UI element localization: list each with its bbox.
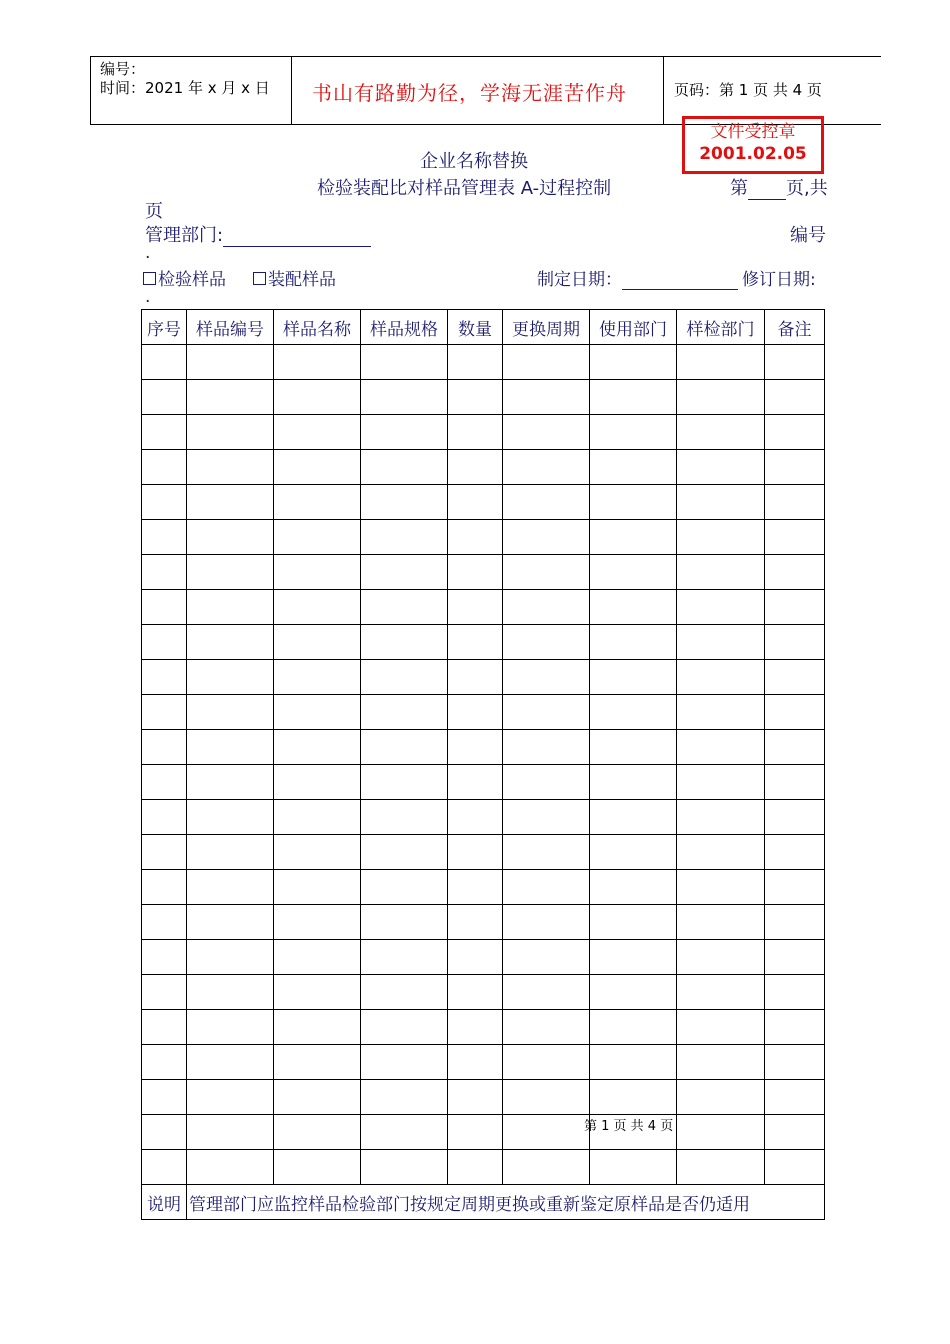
table-cell[interactable] bbox=[448, 975, 503, 1010]
table-cell[interactable] bbox=[187, 975, 274, 1010]
page-suffix: 页 bbox=[145, 201, 163, 222]
table-cell[interactable] bbox=[142, 380, 187, 415]
table-cell[interactable] bbox=[677, 870, 765, 905]
table-cell[interactable] bbox=[274, 765, 361, 800]
table-cell[interactable] bbox=[448, 520, 503, 555]
table-cell[interactable] bbox=[274, 835, 361, 870]
table-cell[interactable] bbox=[187, 1045, 274, 1080]
table-cell[interactable] bbox=[448, 555, 503, 590]
header-top-border bbox=[90, 56, 881, 57]
table-cell[interactable] bbox=[361, 625, 448, 660]
page-count-line bbox=[730, 174, 828, 200]
table-row bbox=[142, 1150, 825, 1185]
header-index: 序号 bbox=[142, 310, 187, 345]
made-date-field bbox=[537, 265, 738, 290]
table-cell[interactable] bbox=[274, 1150, 361, 1185]
header-quantity: 数量 bbox=[448, 310, 503, 345]
dept-label: 管理部门: bbox=[145, 225, 224, 246]
table-cell[interactable] bbox=[187, 625, 274, 660]
table-cell[interactable] bbox=[590, 415, 677, 450]
table-cell[interactable] bbox=[274, 975, 361, 1010]
table-cell[interactable] bbox=[187, 765, 274, 800]
table-cell[interactable] bbox=[590, 380, 677, 415]
dept-field bbox=[145, 221, 371, 247]
table-row bbox=[142, 1115, 825, 1150]
table-cell[interactable] bbox=[274, 940, 361, 975]
table-cell[interactable] bbox=[677, 1115, 765, 1150]
table-cell[interactable] bbox=[765, 555, 825, 590]
table-cell[interactable] bbox=[448, 345, 503, 380]
table-cell[interactable] bbox=[503, 345, 590, 380]
table-cell[interactable] bbox=[503, 450, 590, 485]
table-cell[interactable] bbox=[187, 730, 274, 765]
table-cell[interactable] bbox=[503, 800, 590, 835]
table-cell[interactable] bbox=[765, 590, 825, 625]
revise-date-label: 修订日期: bbox=[742, 270, 816, 290]
table-cell[interactable] bbox=[590, 345, 677, 380]
table-row bbox=[142, 765, 825, 800]
table-cell[interactable] bbox=[187, 555, 274, 590]
table-cell[interactable] bbox=[503, 870, 590, 905]
table-cell[interactable] bbox=[142, 1115, 187, 1150]
dept-blank bbox=[223, 228, 371, 247]
table-cell[interactable] bbox=[187, 415, 274, 450]
table-cell[interactable] bbox=[590, 975, 677, 1010]
table-cell[interactable] bbox=[361, 590, 448, 625]
table-cell[interactable] bbox=[142, 975, 187, 1010]
table-cell[interactable] bbox=[677, 695, 765, 730]
table-cell[interactable] bbox=[274, 1115, 361, 1150]
table-cell[interactable] bbox=[590, 1010, 677, 1045]
table-cell[interactable] bbox=[187, 485, 274, 520]
table-cell[interactable] bbox=[448, 380, 503, 415]
table-cell[interactable] bbox=[590, 485, 677, 520]
table-cell[interactable] bbox=[187, 1080, 274, 1115]
table-cell[interactable] bbox=[142, 485, 187, 520]
table-cell[interactable] bbox=[142, 765, 187, 800]
table-cell[interactable] bbox=[765, 520, 825, 555]
table-row bbox=[142, 800, 825, 835]
page-prefix: 第 bbox=[730, 178, 748, 199]
table-row bbox=[142, 730, 825, 765]
table-cell[interactable] bbox=[142, 520, 187, 555]
checkbox-inspect-sample[interactable] bbox=[143, 265, 226, 290]
checkbox-assembly-sample[interactable] bbox=[253, 265, 336, 290]
sample-table bbox=[141, 309, 825, 1220]
table-cell[interactable] bbox=[142, 345, 187, 380]
table-cell[interactable] bbox=[274, 590, 361, 625]
table-cell[interactable] bbox=[187, 345, 274, 380]
table-cell[interactable] bbox=[142, 415, 187, 450]
table-cell[interactable] bbox=[677, 590, 765, 625]
table-cell[interactable] bbox=[274, 800, 361, 835]
control-stamp bbox=[682, 116, 824, 174]
table-cell[interactable] bbox=[448, 660, 503, 695]
table-cell[interactable] bbox=[590, 1150, 677, 1185]
table-row bbox=[142, 835, 825, 870]
table-cell[interactable] bbox=[677, 415, 765, 450]
table-cell[interactable] bbox=[448, 905, 503, 940]
table-cell[interactable] bbox=[765, 835, 825, 870]
motto: 书山有路勤为径，学海无涯苦作舟 bbox=[312, 81, 627, 105]
table-cell[interactable] bbox=[187, 590, 274, 625]
table-cell[interactable] bbox=[274, 625, 361, 660]
table-cell[interactable] bbox=[187, 870, 274, 905]
table-cell[interactable] bbox=[765, 940, 825, 975]
table-cell[interactable] bbox=[361, 940, 448, 975]
table-cell[interactable] bbox=[590, 905, 677, 940]
table-cell[interactable] bbox=[142, 870, 187, 905]
table-cell[interactable] bbox=[765, 1115, 825, 1150]
table-row bbox=[142, 905, 825, 940]
checkbox-assembly-label: 装配样品 bbox=[268, 270, 336, 290]
table-header-row bbox=[142, 310, 825, 345]
table-cell[interactable] bbox=[677, 1150, 765, 1185]
table-cell[interactable] bbox=[187, 695, 274, 730]
table-cell[interactable] bbox=[448, 625, 503, 660]
table-cell[interactable] bbox=[361, 380, 448, 415]
table-cell[interactable] bbox=[274, 1045, 361, 1080]
table-cell[interactable] bbox=[503, 590, 590, 625]
table-cell[interactable] bbox=[765, 625, 825, 660]
table-cell[interactable] bbox=[361, 905, 448, 940]
table-cell[interactable] bbox=[503, 520, 590, 555]
table-cell[interactable] bbox=[361, 800, 448, 835]
table-row bbox=[142, 695, 825, 730]
table-row bbox=[142, 450, 825, 485]
table-cell[interactable] bbox=[361, 1115, 448, 1150]
table-cell[interactable] bbox=[590, 1080, 677, 1115]
table-row bbox=[142, 415, 825, 450]
table-cell[interactable] bbox=[448, 485, 503, 520]
table-cell[interactable] bbox=[274, 870, 361, 905]
table-cell[interactable] bbox=[590, 730, 677, 765]
table-cell[interactable] bbox=[590, 590, 677, 625]
table-cell[interactable] bbox=[677, 345, 765, 380]
table-cell[interactable] bbox=[503, 1045, 590, 1080]
table-cell[interactable] bbox=[448, 940, 503, 975]
table-cell[interactable] bbox=[142, 905, 187, 940]
table-cell[interactable] bbox=[448, 1045, 503, 1080]
header-sample-spec: 样品规格 bbox=[361, 310, 448, 345]
table-cell[interactable] bbox=[503, 835, 590, 870]
table-cell[interactable] bbox=[503, 1010, 590, 1045]
table-cell[interactable] bbox=[448, 1150, 503, 1185]
checkbox-inspect-label: 检验样品 bbox=[158, 270, 226, 290]
table-cell[interactable] bbox=[765, 485, 825, 520]
table-cell[interactable] bbox=[187, 380, 274, 415]
table-cell[interactable] bbox=[448, 1115, 503, 1150]
header-replace-cycle: 更换周期 bbox=[503, 310, 590, 345]
table-cell[interactable] bbox=[503, 625, 590, 660]
table-cell[interactable] bbox=[361, 1045, 448, 1080]
table-cell[interactable] bbox=[590, 555, 677, 590]
table-row bbox=[142, 555, 825, 590]
page-footer: 第 1 页 共 4 页 bbox=[584, 1119, 674, 1134]
table-cell[interactable] bbox=[361, 835, 448, 870]
table-cell[interactable] bbox=[677, 1010, 765, 1045]
table-cell[interactable] bbox=[677, 800, 765, 835]
table-cell[interactable] bbox=[590, 625, 677, 660]
table-cell[interactable] bbox=[187, 905, 274, 940]
table-cell[interactable] bbox=[448, 1010, 503, 1045]
table-cell[interactable] bbox=[448, 870, 503, 905]
form-title: 检验装配比对样品管理表 A-过程控制 bbox=[317, 178, 612, 199]
checkbox-icon bbox=[253, 272, 266, 285]
table-row bbox=[142, 485, 825, 520]
dot-1: . bbox=[145, 243, 151, 263]
table-cell[interactable] bbox=[503, 695, 590, 730]
table-cell[interactable] bbox=[590, 835, 677, 870]
table-cell[interactable] bbox=[765, 730, 825, 765]
header-left-border bbox=[90, 56, 91, 125]
table-row bbox=[142, 1080, 825, 1115]
table-cell[interactable] bbox=[274, 1080, 361, 1115]
table-cell[interactable] bbox=[187, 940, 274, 975]
table-cell[interactable] bbox=[677, 625, 765, 660]
table-cell[interactable] bbox=[187, 1115, 274, 1150]
table-cell[interactable] bbox=[677, 485, 765, 520]
table-cell[interactable] bbox=[274, 905, 361, 940]
table-cell[interactable] bbox=[677, 520, 765, 555]
table-cell[interactable] bbox=[274, 1010, 361, 1045]
table-cell[interactable] bbox=[361, 870, 448, 905]
table-cell[interactable] bbox=[274, 485, 361, 520]
table-cell[interactable] bbox=[590, 695, 677, 730]
table-cell[interactable] bbox=[361, 1150, 448, 1185]
table-cell[interactable] bbox=[765, 1080, 825, 1115]
table-cell[interactable] bbox=[590, 765, 677, 800]
table-cell[interactable] bbox=[274, 695, 361, 730]
table-row bbox=[142, 940, 825, 975]
table-footer-row bbox=[142, 1185, 825, 1220]
table-cell[interactable] bbox=[590, 1045, 677, 1080]
table-cell[interactable] bbox=[448, 730, 503, 765]
doc-number-label: 编号： bbox=[100, 60, 146, 78]
table-cell[interactable] bbox=[142, 835, 187, 870]
table-cell[interactable] bbox=[765, 1045, 825, 1080]
made-date-blank bbox=[622, 271, 738, 290]
table-cell[interactable] bbox=[361, 660, 448, 695]
table-row bbox=[142, 520, 825, 555]
table-row bbox=[142, 380, 825, 415]
table-cell[interactable] bbox=[448, 415, 503, 450]
table-cell[interactable] bbox=[361, 765, 448, 800]
table-cell[interactable] bbox=[274, 380, 361, 415]
table-cell[interactable] bbox=[503, 1080, 590, 1115]
stamp-line-2: 2001.02.05 bbox=[699, 144, 807, 164]
table-cell[interactable] bbox=[765, 695, 825, 730]
table-cell[interactable] bbox=[361, 415, 448, 450]
company-name: 企业名称替换 bbox=[420, 151, 528, 172]
table-cell[interactable] bbox=[503, 485, 590, 520]
table-cell[interactable] bbox=[361, 1080, 448, 1115]
table-cell[interactable] bbox=[361, 695, 448, 730]
table-cell[interactable] bbox=[765, 380, 825, 415]
table-cell[interactable] bbox=[677, 660, 765, 695]
table-cell[interactable] bbox=[274, 730, 361, 765]
table-cell[interactable] bbox=[677, 940, 765, 975]
table-cell[interactable] bbox=[503, 975, 590, 1010]
table-cell[interactable] bbox=[503, 380, 590, 415]
table-cell[interactable] bbox=[187, 1150, 274, 1185]
date-label: 时间：2021 年 x 月 x 日 bbox=[100, 79, 270, 97]
table-cell[interactable] bbox=[187, 660, 274, 695]
table-cell[interactable] bbox=[503, 555, 590, 590]
table-cell[interactable] bbox=[590, 520, 677, 555]
table-cell[interactable] bbox=[448, 800, 503, 835]
table-cell[interactable] bbox=[765, 415, 825, 450]
table-cell[interactable] bbox=[187, 520, 274, 555]
table-row bbox=[142, 975, 825, 1010]
table-cell[interactable] bbox=[448, 765, 503, 800]
header-remarks: 备注 bbox=[765, 310, 825, 345]
header-inspect-dept: 样检部门 bbox=[677, 310, 765, 345]
header-sample-name: 样品名称 bbox=[274, 310, 361, 345]
table-cell[interactable] bbox=[677, 730, 765, 765]
table-cell[interactable] bbox=[765, 800, 825, 835]
table-cell[interactable] bbox=[677, 380, 765, 415]
table-cell[interactable] bbox=[765, 1010, 825, 1045]
table-cell[interactable] bbox=[503, 765, 590, 800]
table-cell[interactable] bbox=[677, 555, 765, 590]
page-info: 页码：第 1 页 共 4 页 bbox=[674, 81, 822, 99]
made-date-label: 制定日期： bbox=[537, 270, 622, 290]
table-cell[interactable] bbox=[142, 590, 187, 625]
table-cell[interactable] bbox=[142, 660, 187, 695]
table-cell[interactable] bbox=[361, 450, 448, 485]
dot-2: . bbox=[145, 287, 151, 307]
footer-label: 说明 bbox=[142, 1185, 187, 1220]
table-row bbox=[142, 345, 825, 380]
table-cell[interactable] bbox=[361, 1010, 448, 1045]
table-cell[interactable] bbox=[142, 450, 187, 485]
table-cell[interactable] bbox=[765, 450, 825, 485]
table-cell[interactable] bbox=[142, 625, 187, 660]
table-cell[interactable] bbox=[765, 870, 825, 905]
table-cell[interactable] bbox=[274, 520, 361, 555]
table-cell[interactable] bbox=[142, 1010, 187, 1045]
table-cell[interactable] bbox=[590, 450, 677, 485]
table-cell[interactable] bbox=[187, 800, 274, 835]
table-cell[interactable] bbox=[448, 835, 503, 870]
table-cell[interactable] bbox=[765, 905, 825, 940]
table-cell[interactable] bbox=[677, 835, 765, 870]
table-cell[interactable] bbox=[361, 520, 448, 555]
table-cell[interactable] bbox=[503, 415, 590, 450]
table-cell[interactable] bbox=[503, 1115, 590, 1150]
table-row bbox=[142, 625, 825, 660]
table-cell[interactable] bbox=[274, 415, 361, 450]
table-cell[interactable] bbox=[448, 590, 503, 625]
table-cell[interactable] bbox=[142, 800, 187, 835]
table-cell[interactable] bbox=[448, 450, 503, 485]
table-cell[interactable] bbox=[274, 345, 361, 380]
table-cell[interactable] bbox=[503, 660, 590, 695]
table-cell[interactable] bbox=[503, 730, 590, 765]
table-cell[interactable] bbox=[765, 1150, 825, 1185]
table-cell[interactable] bbox=[765, 975, 825, 1010]
table-cell[interactable] bbox=[448, 695, 503, 730]
header-divider-2 bbox=[663, 56, 664, 125]
table-cell[interactable] bbox=[187, 450, 274, 485]
page-blank bbox=[748, 181, 786, 200]
number-label: 编号 bbox=[790, 225, 826, 246]
table-cell[interactable] bbox=[677, 975, 765, 1010]
table-cell[interactable] bbox=[677, 1080, 765, 1115]
table-row bbox=[142, 590, 825, 625]
table-cell[interactable] bbox=[361, 555, 448, 590]
table-cell[interactable] bbox=[142, 555, 187, 590]
table-cell[interactable] bbox=[677, 450, 765, 485]
table-cell[interactable] bbox=[448, 1080, 503, 1115]
table-cell[interactable] bbox=[503, 905, 590, 940]
table-cell[interactable] bbox=[142, 940, 187, 975]
table-row bbox=[142, 1045, 825, 1080]
header-divider-1 bbox=[291, 56, 292, 125]
table-cell[interactable] bbox=[274, 555, 361, 590]
table-cell[interactable] bbox=[361, 730, 448, 765]
table-cell[interactable] bbox=[677, 905, 765, 940]
table-cell[interactable] bbox=[765, 660, 825, 695]
table-cell[interactable] bbox=[503, 940, 590, 975]
page-mid: 页,共 bbox=[786, 178, 828, 199]
header-using-dept: 使用部门 bbox=[590, 310, 677, 345]
table-cell[interactable] bbox=[590, 940, 677, 975]
table-cell[interactable] bbox=[590, 800, 677, 835]
checkbox-icon bbox=[143, 272, 156, 285]
table-cell[interactable] bbox=[274, 450, 361, 485]
table-row bbox=[142, 870, 825, 905]
footer-note: 管理部门应监控样品检验部门按规定周期更换或重新鉴定原样品是否仍适用 bbox=[187, 1185, 825, 1220]
table-cell[interactable] bbox=[142, 1080, 187, 1115]
table-cell[interactable] bbox=[361, 485, 448, 520]
table-row bbox=[142, 660, 825, 695]
table-cell[interactable] bbox=[187, 835, 274, 870]
table-cell[interactable] bbox=[142, 695, 187, 730]
table-cell[interactable] bbox=[187, 1010, 274, 1045]
table-cell[interactable] bbox=[765, 765, 825, 800]
stamp-line-1: 文件受控章 bbox=[710, 122, 796, 142]
table-cell[interactable] bbox=[274, 660, 361, 695]
header-sample-no: 样品编号 bbox=[187, 310, 274, 345]
table-cell[interactable] bbox=[677, 765, 765, 800]
table-cell[interactable] bbox=[590, 870, 677, 905]
table-cell[interactable] bbox=[361, 975, 448, 1010]
table-cell[interactable] bbox=[677, 1045, 765, 1080]
table-cell[interactable] bbox=[142, 1045, 187, 1080]
table-cell[interactable] bbox=[361, 345, 448, 380]
table-cell[interactable] bbox=[142, 1150, 187, 1185]
table-row bbox=[142, 1010, 825, 1045]
table-cell[interactable] bbox=[590, 660, 677, 695]
table-cell[interactable] bbox=[765, 345, 825, 380]
table-cell[interactable] bbox=[142, 730, 187, 765]
table-cell[interactable] bbox=[503, 1150, 590, 1185]
